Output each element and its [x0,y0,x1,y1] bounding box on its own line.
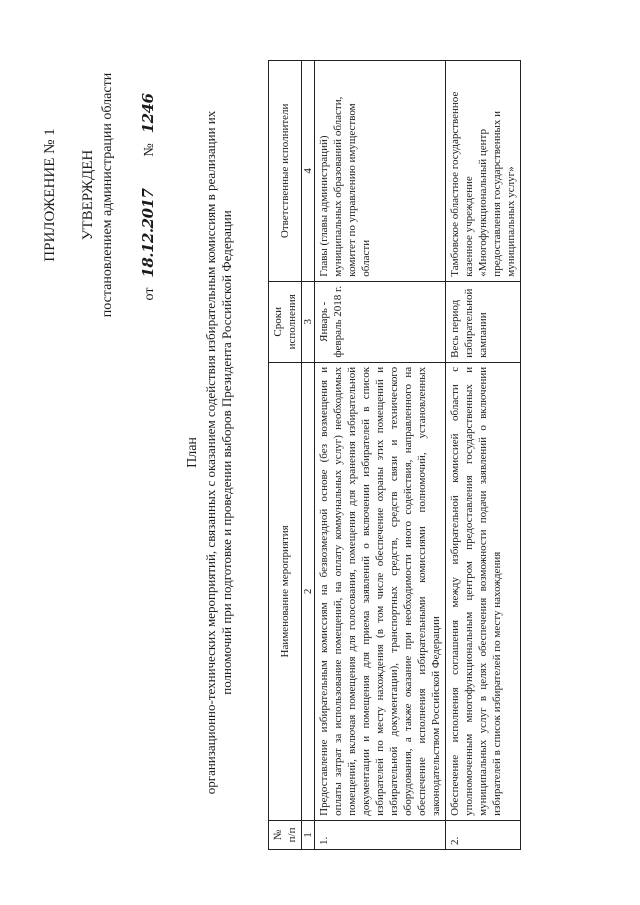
handwritten-number: 1246 [139,93,157,134]
table-row [315,61,446,850]
title-plan: План [185,437,200,468]
row-executors: Тамбовское областное государственное казенное учреждение «Многофункциональный центр предоставления государственных и муниципальных услуг» [446,61,521,282]
header-term: Сроки исполнения [269,281,302,362]
header-no: № п/п [269,820,302,849]
row-term: Весь период избирательной кампании [446,281,521,362]
row-activity: Обеспечение исполнения соглашения между избирательной комиссией области с уполномоченным многофункциональным центром предоставления государственных и муниципальных услуг в целях обеспечения возможности подачи заявлений о включении избирателей в список избирателей по месту нахождения [446,362,521,820]
date-prefix: от [142,287,157,301]
row-number: 2. [446,820,521,849]
approved-label: УТВЕРЖДЕН [80,149,96,241]
column-number: 3 [302,281,315,362]
number-prefix: № [142,143,157,157]
document-title [185,90,235,815]
row-executors: Главы (главы администраций) муниципальных образований области, комитет по управлению имуществом области [315,61,446,282]
plan-table [268,60,521,850]
row-activity: Предоставление избирательным комиссиям на безвозмездной основе (без возмещения и оплаты затрат за использование помещений, на оплату коммунальных услуг) необходимых помещений, включая помещения для голосования, помещения для хранения избирательной документации и помещения для приема заявлений о включении избирателей в список избирателей по месту нахождения (в том числе обеспечение охраны этих помещений и избирательной документации), транспортных средств, средств связи и технического оборудования, а также оказание при необходимости иного содействия, направленного на обеспечение исполнения избирательными комиссиями полномочий, установленных законодательством Российской Федерации [315,362,446,820]
handwritten-date: 18.12.2017 [139,188,157,278]
column-number: 2 [302,362,315,820]
column-number-row [302,61,315,850]
approval-date-line [138,45,160,345]
table-header-row [269,61,302,850]
title-line-2: полномочий при подготовке и проведении выборов Президента Российской Федерации [219,210,234,695]
header-executors: Ответственные исполнители [269,61,302,282]
appendix-label: ПРИЛОЖЕНИЕ № 1 [42,128,58,262]
table-row [446,61,521,850]
header-name: Наименование мероприятия [269,362,302,820]
row-term: Январь - февраль 2018 г. [315,281,446,362]
title-line-1: организационно-технических мероприятий, связанных с оказанием содействия избирательным комиссиям в реализации их [203,110,218,795]
column-number: 4 [302,61,315,282]
row-number: 1. [315,820,446,849]
approved-by-label: постановлением администрации области [100,72,115,318]
approval-block [40,45,160,345]
column-number: 1 [302,820,315,849]
